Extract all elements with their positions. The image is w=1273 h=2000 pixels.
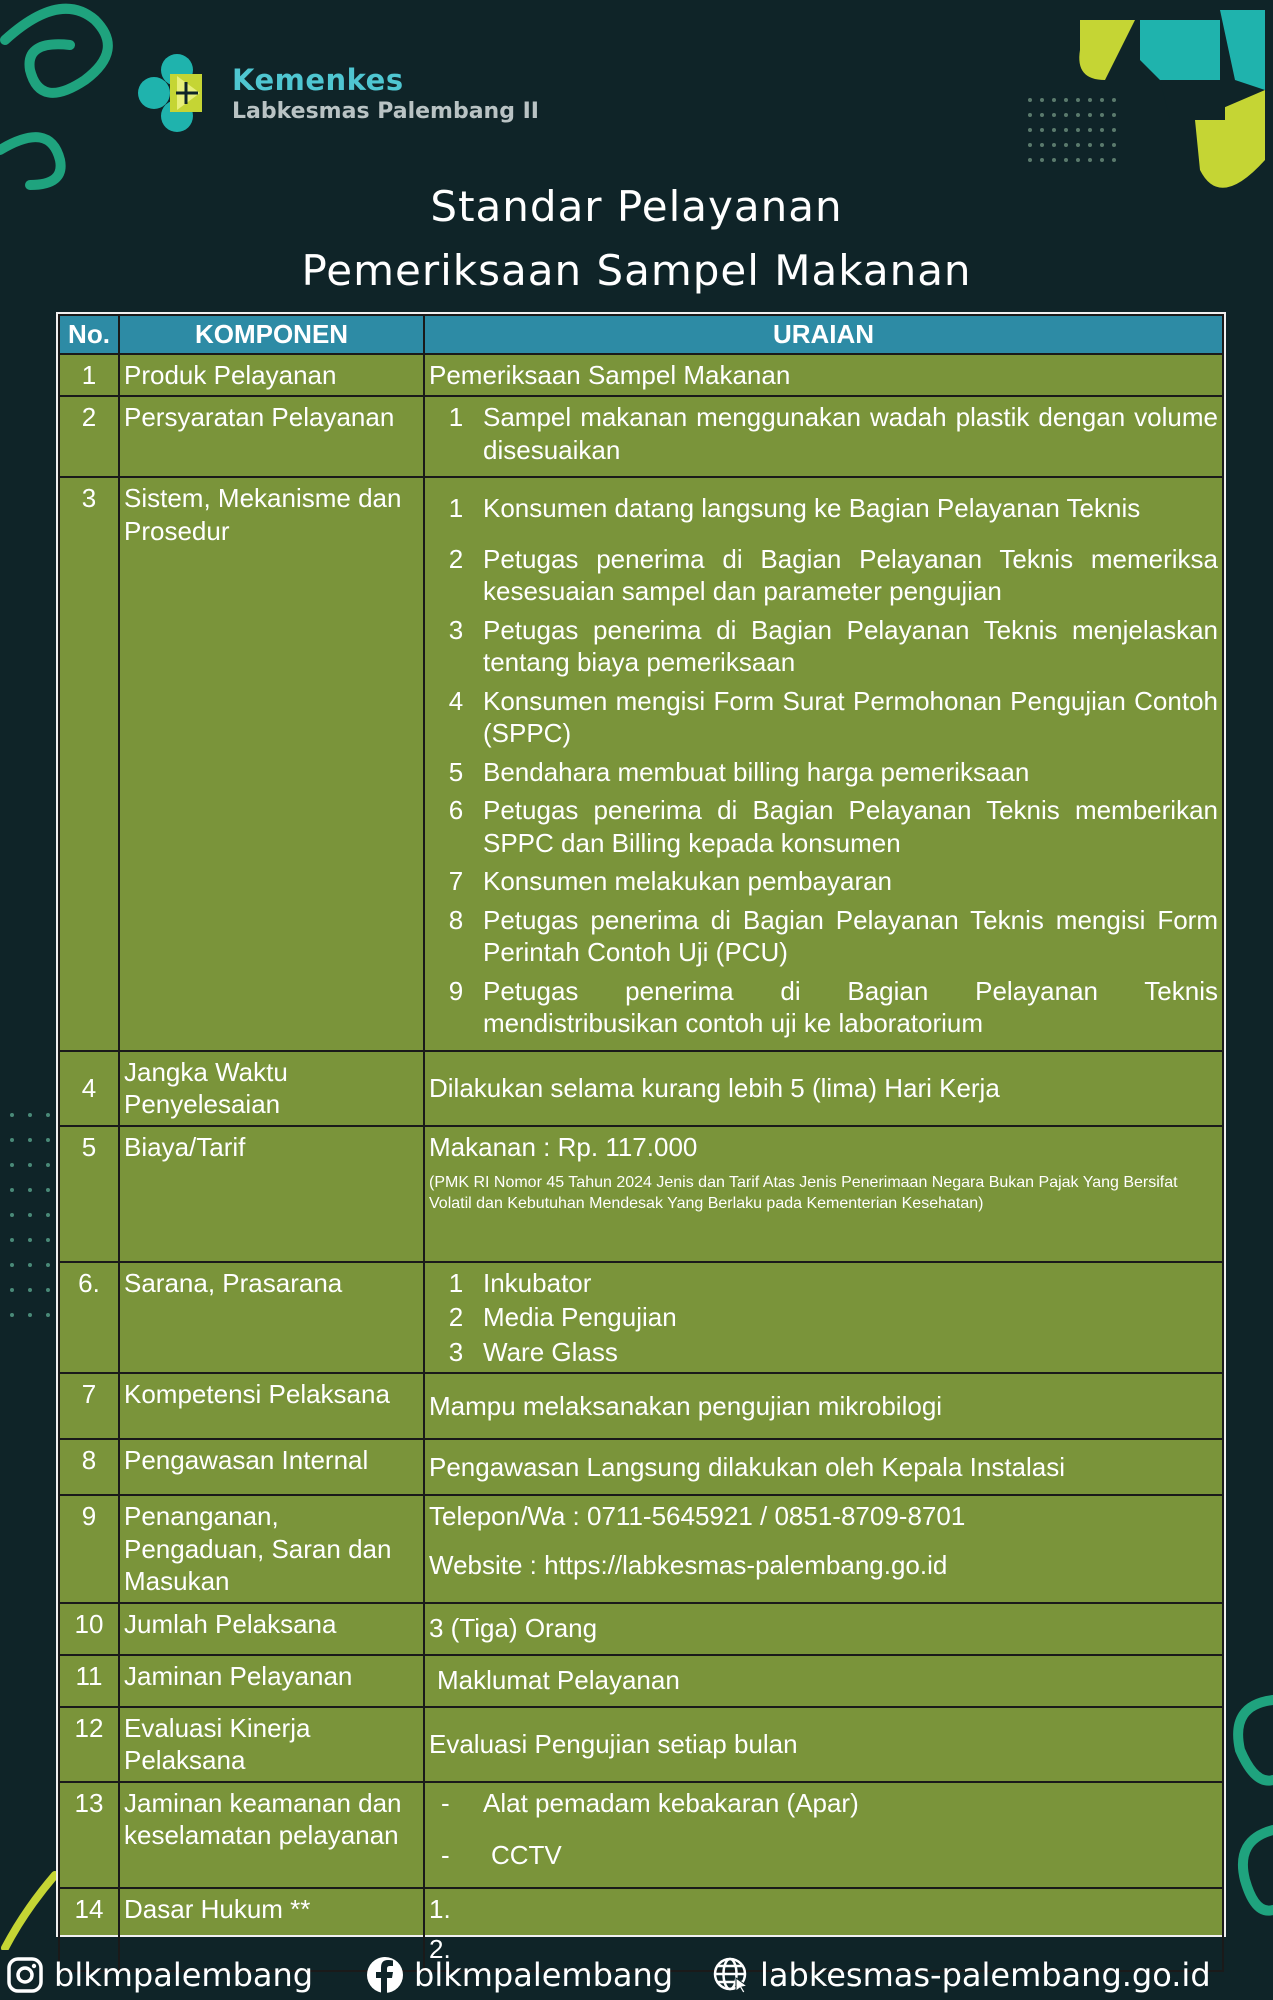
row-komponen: Jaminan keamanan dan keselamatan pelayanan [119,1782,424,1888]
instagram-link[interactable] [6,1956,313,1994]
header-uraian: URAIAN [424,315,1223,354]
legal-basis-item-1: 1. [429,1893,451,1924]
row-komponen: Persyaratan Pelayanan [119,396,424,477]
list-item [429,1787,1218,1820]
swirl-decoration-top-left [0,0,130,190]
facebook-icon [366,1956,404,1994]
table-row [59,1051,1223,1126]
instagram-icon [6,1956,44,1994]
stroke-decoration-bottom-left [0,1870,60,1950]
header-no: No. [59,315,119,354]
item-text: Bendahara membuat billing harga pemeriksaan [483,756,1030,787]
tarif-value: Makanan : Rp. 117.000 [429,1131,698,1162]
social-footer [0,1950,1273,2000]
list-item [429,492,1218,525]
table-header-row [59,315,1223,354]
item-text: Inkubator [483,1267,592,1298]
row-komponen: Jumlah Pelaksana [119,1603,424,1655]
list-item [429,794,1218,859]
contact-website: Website : https://labkesmas-palembang.go.id [429,1549,948,1580]
list-item [429,1267,1218,1300]
table-row [59,477,1223,1051]
service-standard-table [56,312,1226,1964]
table-row [59,1782,1223,1888]
header-komponen: KOMPONEN [119,315,424,354]
row-komponen: Pengawasan Internal [119,1439,424,1495]
facebook-link[interactable] [366,1956,673,1994]
table-row [59,1126,1223,1262]
row-no: 2 [59,396,119,477]
legal-basis-item-2: 2. [429,1934,451,1964]
item-number: 1 [448,402,464,432]
item-number: 2 [448,543,464,574]
item-number: 3 [448,1336,464,1367]
table-row [59,1373,1223,1439]
item-number: 6 [448,795,464,825]
item-bullet: - [441,1787,450,1818]
row-uraian [424,1495,1223,1603]
list-item [429,1336,1218,1369]
list-item [429,1301,1218,1334]
item-text: Petugas penerima di Bagian Pelayanan Teknis mengisi Form Perintah Contoh Uji (PCU) [483,904,1218,967]
row-uraian: Mampu melaksanakan pengujian mikrobilogi [424,1373,1223,1439]
row-uraian: 3 (Tiga) Orang [424,1603,1223,1655]
kemenkes-logo [136,52,539,134]
instagram-handle: blkmpalembang [54,1956,314,1994]
row-no: 14 [59,1888,119,1971]
row-uraian: Dilakukan selama kurang lebih 5 (lima) Hari Kerja [424,1051,1223,1126]
row-komponen: Sistem, Mekanisme dan Prosedur [119,477,424,1051]
item-text: Konsumen mengisi Form Surat Permohonan Pengujian Contoh (SPPC) [483,685,1218,748]
row-no: 4 [59,1051,119,1126]
unit-name: Labkesmas Palembang II [232,98,539,124]
row-komponen: Penanganan, Pengaduan, Saran dan Masukan [119,1495,424,1603]
list-item [429,543,1218,608]
row-no: 7 [59,1373,119,1439]
table-row [59,1707,1223,1782]
row-uraian [424,1782,1223,1888]
item-bullet: - [441,1840,450,1870]
row-komponen: Jangka Waktu Penyelesaian [119,1051,424,1126]
item-text: Sampel makanan menggunakan wadah plastik dengan volume disesuaikan [483,402,1218,465]
kemenkes-logo-icon [136,52,218,134]
row-komponen: Kompetensi Pelaksana [119,1373,424,1439]
row-no: 1 [59,354,119,397]
page-title-line-1: Standar Pelayanan [430,182,843,231]
list-item [429,865,1218,898]
dots-decoration-left [0,1105,60,1325]
item-number: 7 [448,866,464,896]
item-number: 3 [448,614,464,645]
list-item [429,614,1218,679]
logo-decoration-top-right [1020,0,1273,200]
row-uraian: Maklumat Pelayanan [424,1655,1223,1707]
globe-cursor-icon [712,1956,750,1994]
item-number: 1 [448,493,464,523]
item-text: Konsumen melakukan pembayaran [483,866,893,896]
row-komponen: Biaya/Tarif [119,1126,424,1262]
table-row [59,396,1223,477]
list-item [429,756,1218,789]
row-no: 12 [59,1707,119,1782]
page-title-line-2: Pemeriksaan Sampel Makanan [301,246,972,295]
tarif-legal-note: (PMK RI Nomor 45 Tahun 2024 Jenis dan Tarif Atas Jenis Penerimaan Negara Bukan Pajak Yang Bersifat Volatil dan Kebutuhan Mendesak Yang Berlaku pada Kementerian Kesehatan) [429,1174,1178,1212]
row-uraian [424,1126,1223,1262]
list-item [429,975,1218,1040]
row-no: 10 [59,1603,119,1655]
row-no: 9 [59,1495,119,1603]
list-item [429,1839,1218,1872]
row-no: 3 [59,477,119,1051]
row-komponen: Dasar Hukum ** [119,1888,424,1971]
item-text: Petugas penerima di Bagian Pelayanan Teknis memeriksa kesesuaian sampel dan parameter pengujian [483,543,1218,606]
item-text: Alat pemadam kebakaran (Apar) [483,1787,859,1818]
item-text: CCTV [491,1840,562,1870]
website-url: labkesmas-palembang.go.id [760,1956,1211,1994]
row-uraian: Evaluasi Pengujian setiap bulan [424,1707,1223,1782]
brand-name: Kemenkes [232,62,404,97]
row-komponen: Produk Pelayanan [119,354,424,397]
item-text: Konsumen datang langsung ke Bagian Pelayanan Teknis [483,493,1141,523]
item-text: Petugas penerima di Bagian Pelayanan Teknis mendistribusikan contoh uji ke laboratorium [483,975,1218,1038]
row-komponen: Jaminan Pelayanan [119,1655,424,1707]
list-item [429,401,1218,466]
row-uraian [424,477,1223,1051]
row-uraian [424,1262,1223,1374]
table-row [59,354,1223,397]
row-no: 5 [59,1126,119,1262]
row-komponen: Sarana, Prasarana [119,1262,424,1374]
item-text: Media Pengujian [483,1302,677,1332]
row-uraian: Pemeriksaan Sampel Makanan [424,354,1223,397]
item-number: 2 [448,1302,464,1332]
row-komponen: Evaluasi Kinerja Pelaksana [119,1707,424,1782]
item-text: Petugas penerima di Bagian Pelayanan Teknis memberikan SPPC dan Billing kepada konsumen [483,795,1218,858]
facebook-handle: blkmpalembang [414,1956,674,1994]
table-row [59,1655,1223,1707]
list-item [429,685,1218,750]
table-row [59,1495,1223,1603]
row-no: 8 [59,1439,119,1495]
row-uraian: Pengawasan Langsung dilakukan oleh Kepala Instalasi [424,1439,1223,1495]
item-text: Petugas penerima di Bagian Pelayanan Teknis menjelaskan tentang biaya pemeriksaan [483,614,1218,677]
row-no: 11 [59,1655,119,1707]
item-number: 1 [448,1267,464,1298]
row-uraian [424,396,1223,477]
row-no: 6. [59,1262,119,1374]
contact-phone: Telepon/Wa : 0711-5645921 / 0851-8709-8701 [429,1501,966,1531]
table-row [59,1603,1223,1655]
website-link[interactable] [712,1956,1211,1994]
table-row [59,1439,1223,1495]
table-row [59,1262,1223,1374]
item-number: 8 [448,904,464,935]
item-text: Ware Glass [483,1336,618,1367]
row-no: 13 [59,1782,119,1888]
item-number: 9 [448,975,464,1006]
list-item [429,904,1218,969]
item-number: 4 [448,685,464,716]
item-number: 5 [448,756,464,787]
